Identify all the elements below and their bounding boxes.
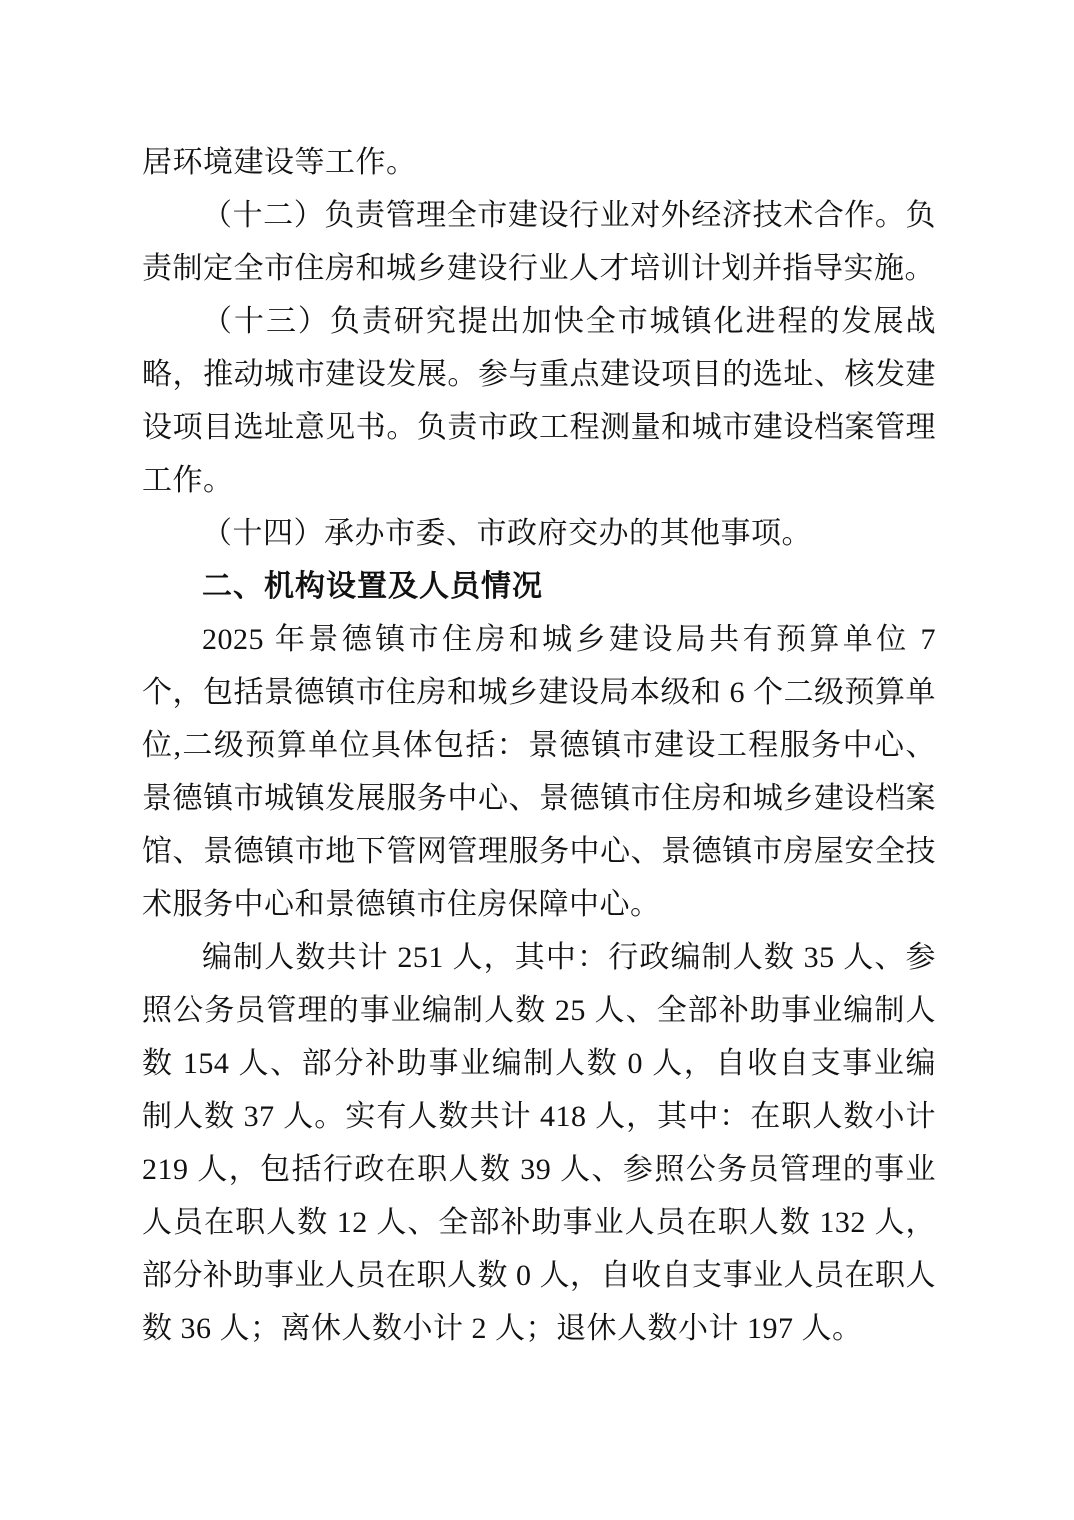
paragraph-budget-units: 2025 年景德镇市住房和城乡建设局共有预算单位 7 个，包括景德镇市住房和城乡建设局本级和 6 个二级预算单位,二级预算单位具体包括：景德镇市建设工程服务中心、景德镇市城镇发展服务中心、景德镇市住房和城乡建设档案馆、景德镇市地下管网管理服务中心、景德镇市房屋安全技术服务中心和景德镇市住房保障中心。 xyxy=(142,623,936,921)
section-heading-org-and-staffing: 二、机构设置及人员情况 xyxy=(202,570,543,603)
document-text-block xyxy=(142,136,936,1355)
paragraph-item-14: （十四）承办市委、市政府交办的其他事项。 xyxy=(202,517,812,550)
paragraph-staffing-numbers: 编制人数共计 251 人，其中：行政编制人数 35 人、参照公务员管理的事业编制人数 25 人、全部补助事业编制人数 154 人、部分补助事业编制人数 0 人，自收自支事业编制人数 37 人。实有人数共计 418 人，其中：在职人数小计 219 人，包括行政在职人数 39 人、参照公务员管理的事业人员在职人数 12 人、全部补助事业人员在职人数 132 人，部分补助事业人员在职人数 0 人，自收自支事业人员在职人数 36 人；离休人数小计 2 人；退休人数小计 197 人。 xyxy=(142,941,936,1345)
paragraph-item-13: （十三）负责研究提出加快全市城镇化进程的发展战略，推动城市建设发展。参与重点建设项目的选址、核发建设项目选址意见书。负责市政工程测量和城市建设档案管理工作。 xyxy=(142,305,936,497)
paragraph-item-12: （十二）负责管理全市建设行业对外经济技术合作。负责制定全市住房和城乡建设行业人才培训计划并指导实施。 xyxy=(142,199,936,285)
paragraph-continuation: 居环境建设等工作。 xyxy=(142,146,417,179)
